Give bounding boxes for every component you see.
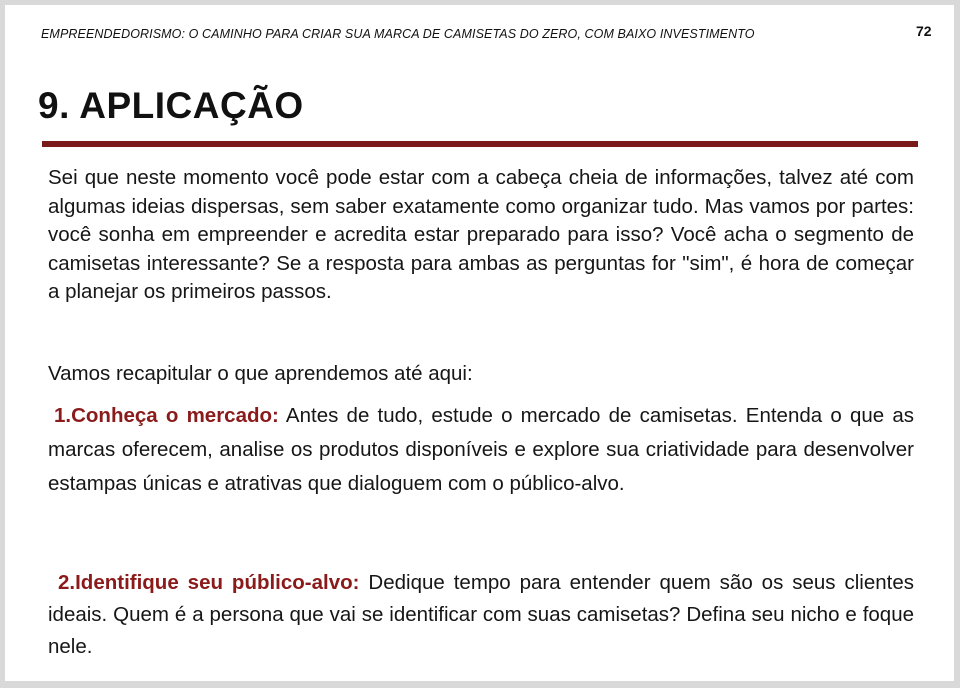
- page-number: 72: [916, 23, 932, 39]
- running-header: EMPREENDEDORISMO: O CAMINHO PARA CRIAR SUA MARCA DE CAMISETAS DO ZERO, COM BAIXO INVESTIMENTO: [41, 27, 755, 41]
- chapter-title: 9. APLICAÇÃO: [38, 85, 304, 126]
- list-item-1-heading: 1.Conheça o mercado:: [54, 404, 279, 427]
- list-item-1: [48, 399, 914, 501]
- list-item-2: [48, 567, 914, 663]
- intro-paragraph: Sei que neste momento você pode estar com a cabeça cheia de informações, talvez até com algumas ideias dispersas, sem saber exatamente como organizar tudo. Mas vamos por partes: você sonha em empreender e acredita estar preparado para isso? Você acha o segmento de camisetas interessante? Se a resposta para ambas as perguntas for "sim", é hora de começar a planejar os primeiros passos.: [48, 166, 914, 303]
- list-item-1-text: Antes de tudo, estude o mercado de camisetas. Entenda o que as marcas oferecem, analise os produtos disponíveis e explore sua criatividade para desenvolver estampas únicas e atrativas que dialoguem com o público-alvo.: [48, 404, 914, 495]
- title-divider: [42, 141, 918, 147]
- recap-line: Vamos recapitular o que aprendemos até aqui:: [48, 362, 473, 385]
- list-item-2-heading: 2.Identifique seu público-alvo:: [58, 571, 360, 594]
- document-page: [5, 5, 954, 681]
- list-item-2-text: Dedique tempo para entender quem são os seus clientes ideais. Quem é a persona que vai se identificar com suas camisetas? Defina seu nicho e foque nele.: [48, 571, 914, 658]
